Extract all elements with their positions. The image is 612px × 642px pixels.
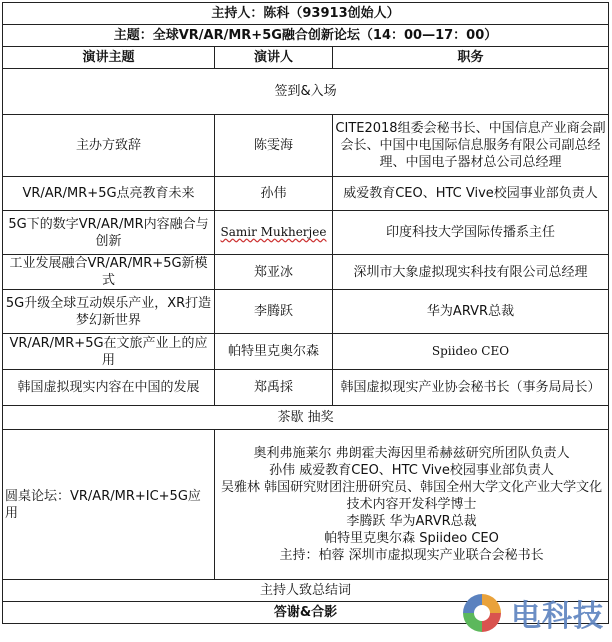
table-row (3, 370, 609, 406)
title-cell: 华为ARVR总裁 (333, 290, 609, 334)
table-row (3, 115, 609, 177)
break-row: 茶歇 抽奖 (3, 406, 609, 430)
table-row (3, 211, 609, 255)
table-row (3, 255, 609, 290)
closing-row: 主持人致总结词 (3, 580, 609, 602)
topic-cell: 5G下的数字VR/AR/MR内容融合与创新 (3, 211, 215, 255)
participant-line: 帕特里克奥尔森 Spiideo CEO (324, 531, 499, 546)
speaker-cell: 孙伟 (215, 177, 333, 211)
agenda-table (2, 2, 609, 624)
watermark (459, 590, 604, 636)
topic-cell: VR/AR/MR+5G点亮教育未来 (3, 177, 215, 211)
roundtable-row (3, 430, 609, 580)
host-line: 主持人：陈科（93913创始人） (3, 3, 609, 25)
table-row (3, 290, 609, 334)
speaker-cell: 帕特里克奥尔森 (215, 334, 333, 370)
participant-line: 吴雅林 韩国研究财团注册研究员、韩国全州大学文化产业大学文化技术内容开发科学博士 (220, 480, 603, 512)
title-cell: 威爱教育CEO、HTC Vive校园事业部负责人 (333, 177, 609, 211)
topic-cell: 韩国虚拟现实内容在中国的发展 (3, 370, 215, 406)
column-header-speaker: 演讲人 (215, 47, 333, 69)
title-cell: 韩国虚拟现实产业协会秘书长（事务局局长） (333, 370, 609, 406)
thanks-row: 答谢&合影 (3, 602, 609, 624)
participant-line: 主持：柏蓉 深圳市虚拟现实产业联合会秘书长 (279, 548, 544, 563)
speaker-cell: 郑禹採 (215, 370, 333, 406)
column-header-title: 职务 (333, 47, 609, 69)
dian-tech-logo-icon (459, 590, 505, 636)
column-header-topic: 演讲主题 (3, 47, 215, 69)
roundtable-participants (215, 430, 609, 580)
table-row (3, 334, 609, 370)
roundtable-topic: 圆桌论坛：VR/AR/MR+IC+5G应用 (3, 430, 215, 580)
topic-cell: 工业发展融合VR/AR/MR+5G新模式 (3, 255, 215, 290)
topic-cell: 主办方致辞 (3, 115, 215, 177)
speaker-cell: 郑亚冰 (215, 255, 333, 290)
participant-line: 奥利弗施莱尔 弗朗霍夫海因里希赫兹研究所团队负责人 (253, 446, 570, 461)
title-cell: 深圳市大象虚拟现实科技有限公司总经理 (333, 255, 609, 290)
title-cell: CITE2018组委会秘书长、中国信息产业商会副会长、中国中电国际信息服务有限公司副总经理、中国电子器材总公司总经理 (333, 115, 609, 177)
watermark-text: 电科技 (511, 599, 604, 634)
speaker-cell: 李腾跃 (215, 290, 333, 334)
signin-row: 签到&入场 (3, 69, 609, 115)
speaker-cell: Samir Mukherjee (220, 225, 327, 239)
participant-line: 孙伟 威爱教育CEO、HTC Vive校园事业部负责人 (269, 463, 554, 478)
table-row (3, 177, 609, 211)
title-cell: 印度科技大学国际传播系主任 (333, 211, 609, 255)
topic-cell: 5G升级全球互动娱乐产业，XR打造梦幻新世界 (3, 290, 215, 334)
theme-line: 主题：全球VR/AR/MR+5G融合创新论坛（14：00—17：00） (3, 25, 609, 47)
title-cell: Spiideo CEO (333, 334, 609, 370)
participant-line: 李腾跃 华为ARVR总裁 (346, 514, 477, 529)
topic-cell: VR/AR/MR+5G在文旅产业上的应用 (3, 334, 215, 370)
speaker-cell: 陈雯海 (215, 115, 333, 177)
